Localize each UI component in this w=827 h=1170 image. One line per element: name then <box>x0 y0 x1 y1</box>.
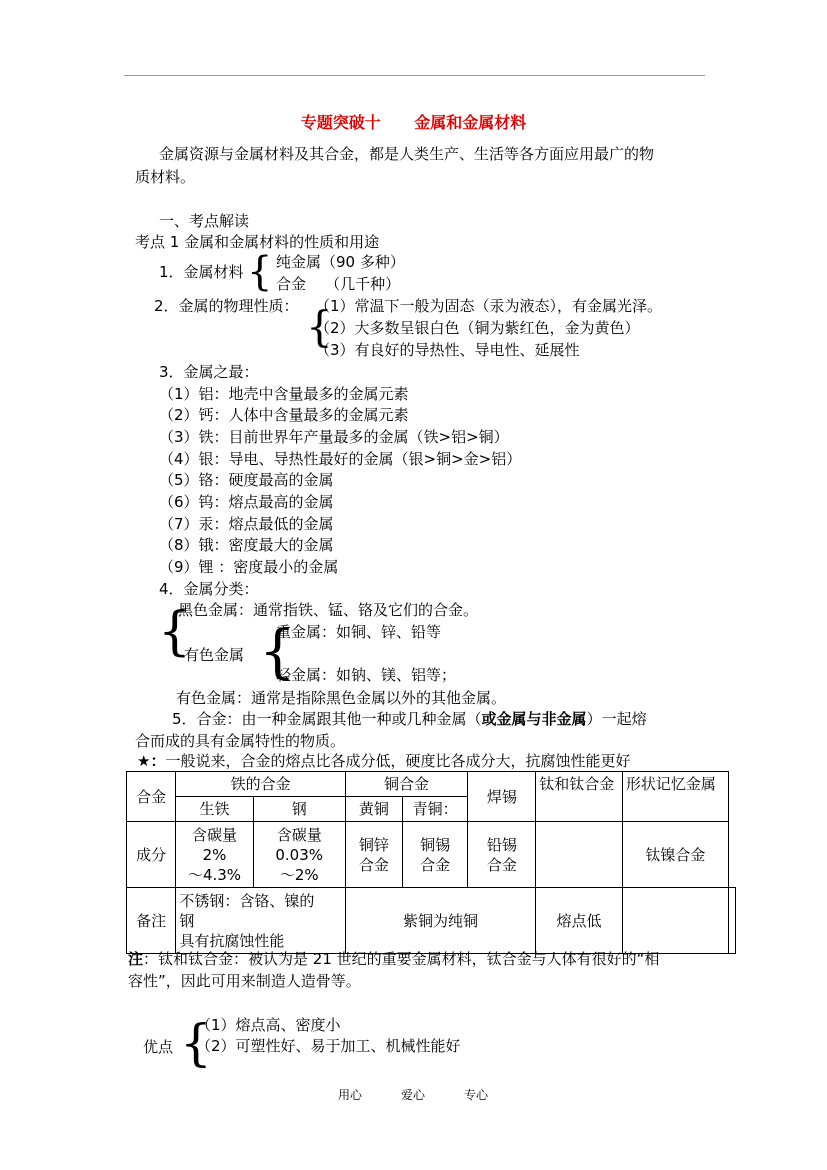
adv-line-1: （1）熔点高、密度小 <box>196 1016 341 1034</box>
item2-line-1: （1）常温下一般为固态（汞为液态），有金属光泽。 <box>315 297 663 315</box>
intro-line-2: 质材料。 <box>135 168 196 186</box>
table-subheader: 钢 <box>253 797 345 822</box>
table-cell: 钛镍合金 <box>622 822 728 888</box>
note-line-2: 容性”，因此可用来制造人造骨等。 <box>128 972 361 990</box>
point-heading: 考点 1 金属和金属材料的性质和用途 <box>135 233 380 251</box>
table-cell: 不锈钢：含铬、镍的 钢 具有抗腐蚀性能 <box>176 888 345 954</box>
item4-black: 黑色金属：通常指铁、锰、铬及它们的合金。 <box>178 601 479 619</box>
table-cell: 含碳量 2% ～4.3% <box>176 822 253 888</box>
item3-line: （6）钨：熔点最高的金属 <box>159 493 334 511</box>
item3-line: （7）汞：熔点最低的金属 <box>159 515 334 533</box>
item4-heavy: 重金属：如铜、锌、铅等 <box>276 623 442 641</box>
table-cell: 含碳量 0.03% ～2% <box>253 822 345 888</box>
item5-line-2: 合而成的具有金属特性的物质。 <box>135 732 346 750</box>
table-cell <box>729 888 736 954</box>
table-header: 钛和钛合金 <box>536 772 623 822</box>
brace-icon: { <box>259 617 296 685</box>
item4-label: 4．金属分类： <box>159 580 259 598</box>
table-subheader: 青铜： <box>402 797 467 822</box>
item4-colored: 有色金属 <box>184 646 245 664</box>
item2-line-2: （2）大多数呈银白色（铜为紫红色，金为黄色） <box>315 319 640 337</box>
table-cell <box>536 822 623 888</box>
item3-line: （1）铝：地壳中含量最多的金属元素 <box>159 385 409 403</box>
section-heading: 一、考点解读 <box>159 212 250 230</box>
table-header: 铁的合金 <box>176 772 345 797</box>
header-rule <box>124 75 705 76</box>
table-cell: 铜锌 合金 <box>345 822 402 888</box>
item2-label: 2．金属的物理性质： <box>154 297 299 315</box>
table-cell: 铜锡 合金 <box>402 822 467 888</box>
footer-text: 用心 <box>338 1088 363 1102</box>
table-row-label: 备注 <box>127 888 176 954</box>
item3-label: 3．金属之最： <box>159 363 259 381</box>
item2-line-3: （3）有良好的导热性、导电性、延展性 <box>315 341 580 359</box>
item5-line-1: 5．合金：由一种金属跟其他一种或几种金属（或金属与非金属）一起熔 <box>172 710 647 728</box>
note-line-1: 注：钛和钛合金：被认为是 21 世纪的重要金属材料，钛合金与人体有很好的“相 <box>128 950 660 968</box>
item3-line: （8）锇：密度最大的金属 <box>159 536 334 554</box>
brace-icon: { <box>158 602 192 662</box>
brace-icon: { <box>247 249 273 295</box>
star-icon: ★： <box>137 752 166 770</box>
star-line: ★：一般说来，合金的熔点比各成分低，硬度比各成分大，抗腐蚀性能更好 <box>137 752 631 770</box>
table-cell: 熔点低 <box>536 888 623 954</box>
table-cell <box>622 888 728 954</box>
intro-line-1: 金属资源与金属材料及其合金，都是人类生产、生活等各方面应用最广的物 <box>159 145 655 163</box>
table-subheader: 黄铜 <box>345 797 402 822</box>
item4-note: 有色金属：通常是指除黑色金属以外的其他金属。 <box>176 689 507 707</box>
adv-label: 优点 <box>143 1038 174 1056</box>
item1-a: 纯金属（90 多种） <box>276 253 405 271</box>
alloy-table <box>126 771 736 954</box>
table-subheader: 生铁 <box>176 797 253 822</box>
adv-line-2: （2）可塑性好、易于加工、机械性能好 <box>196 1037 461 1055</box>
table-cell: 紫铜为纯铜 <box>345 888 536 954</box>
brace-icon: { <box>180 1014 212 1072</box>
item3-line: （3）铁：目前世界年产量最多的金属（铁>铝>铜） <box>159 428 509 446</box>
brace-icon: { <box>306 302 333 351</box>
table-header: 形状记忆金属 <box>622 772 728 822</box>
item1-label: 1．金属材料 <box>159 263 244 281</box>
table-cell: 铅锡 合金 <box>468 822 536 888</box>
item3-line: （9）锂 ：密度最小的金属 <box>159 558 339 576</box>
item3-line: （2）钙：人体中含量最多的金属元素 <box>159 406 409 424</box>
item3-line: （5）铬：硬度最高的金属 <box>159 471 334 489</box>
table-header: 焊锡 <box>468 772 536 822</box>
footer-text: 专心 <box>464 1088 489 1102</box>
footer-text: 爱心 <box>401 1088 426 1102</box>
table-header: 合金 <box>127 772 176 822</box>
item4-light: 轻金属：如钠、镁、铝等； <box>276 666 457 684</box>
table-header: 铜合金 <box>345 772 468 797</box>
item1-b: 合金 （几千种） <box>276 275 401 293</box>
item3-line: （4）银：导电、导热性最好的金属（银>铜>金>铝） <box>159 450 522 468</box>
page-title: 专题突破十 金属和金属材料 <box>300 113 527 132</box>
table-row-label: 成分 <box>127 822 176 888</box>
